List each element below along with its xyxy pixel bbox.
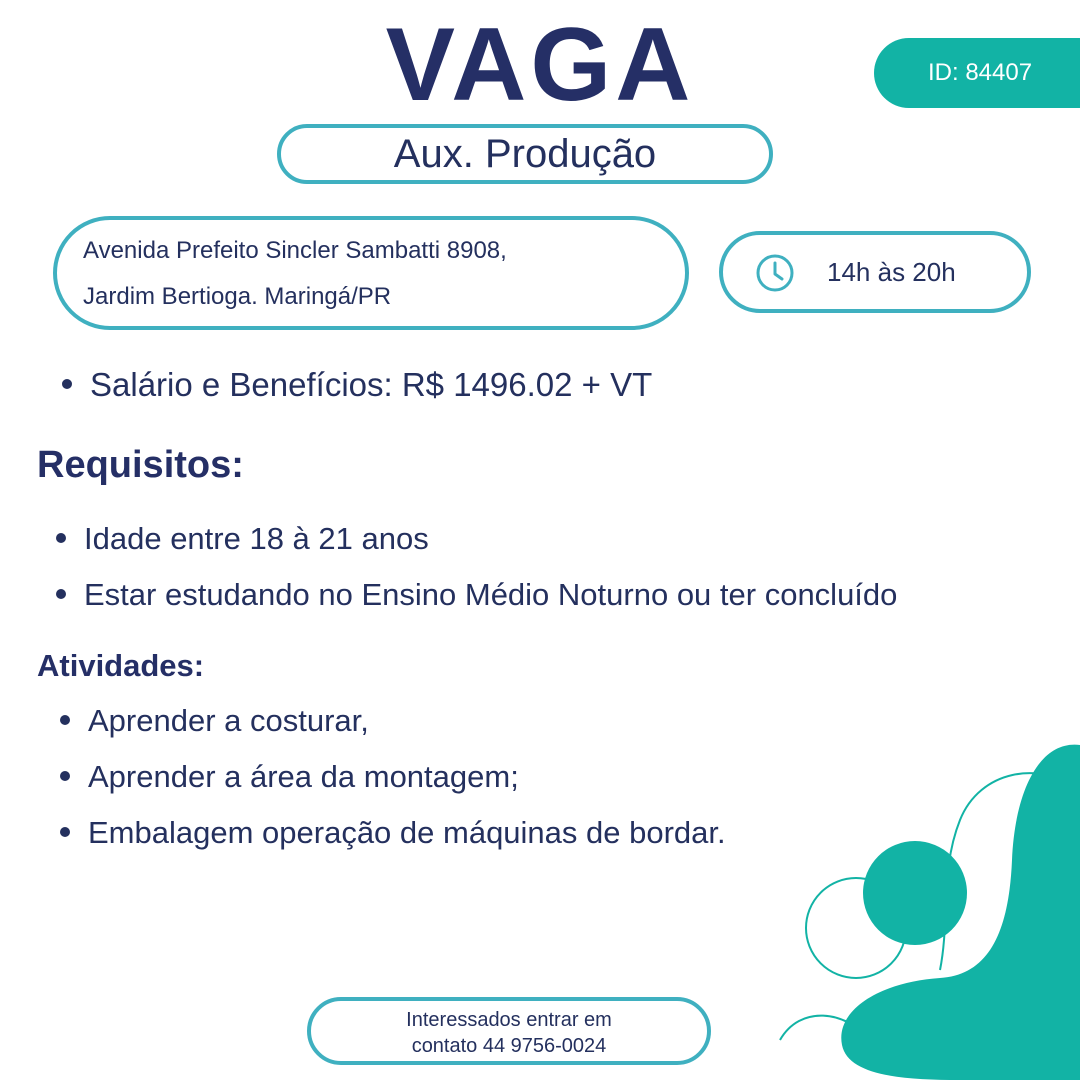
activities-list: [60, 693, 726, 861]
salary-line: [62, 366, 652, 404]
salary-text: Salário e Benefícios: R$ 1496.02 + VT: [90, 366, 653, 403]
requirements-heading: Requisitos:: [37, 444, 244, 486]
id-badge: [874, 38, 1080, 108]
activity-text: Embalagem operação de máquinas de bordar.: [88, 815, 726, 850]
clock-icon: [755, 253, 795, 293]
list-item: [60, 805, 726, 861]
address-box: [53, 216, 689, 330]
address-line-2: Jardim Bertioga. Maringá/PR: [83, 283, 392, 310]
bullet-icon: [60, 827, 70, 837]
requirements-list: [56, 511, 897, 623]
bullet-icon: [62, 379, 72, 389]
bullet-icon: [56, 533, 66, 543]
role-pill: [277, 124, 773, 184]
address-line-1: Avenida Prefeito Sincler Sambatti 8908,: [83, 237, 507, 264]
bullet-icon: [60, 715, 70, 725]
activity-text: Aprender a área da montagem;: [88, 759, 519, 794]
decorative-shapes: [760, 730, 1080, 1080]
bullet-icon: [60, 771, 70, 781]
activity-text: Aprender a costurar,: [88, 703, 369, 738]
requirement-text: Estar estudando no Ensino Médio Noturno ou ter concluído: [84, 577, 898, 612]
page-title: VAGA: [385, 7, 695, 123]
decor-teal-circle: [863, 841, 967, 945]
contact-line-2: contato 44 9756-0024: [411, 1035, 607, 1057]
id-label: ID: 84407: [928, 59, 1033, 86]
role-label: Aux. Produção: [393, 131, 657, 176]
contact-line-1: Interessados entrar em: [406, 1009, 612, 1031]
list-item: [56, 511, 897, 567]
list-item: [56, 567, 897, 623]
activities-heading: Atividades:: [37, 648, 205, 683]
list-item: [60, 693, 726, 749]
schedule-box: [719, 231, 1031, 313]
contact-box: [307, 997, 711, 1065]
schedule-hours: 14h às 20h: [827, 257, 956, 287]
list-item: [60, 749, 726, 805]
requirement-text: Idade entre 18 à 21 anos: [84, 521, 429, 556]
bullet-icon: [56, 589, 66, 599]
